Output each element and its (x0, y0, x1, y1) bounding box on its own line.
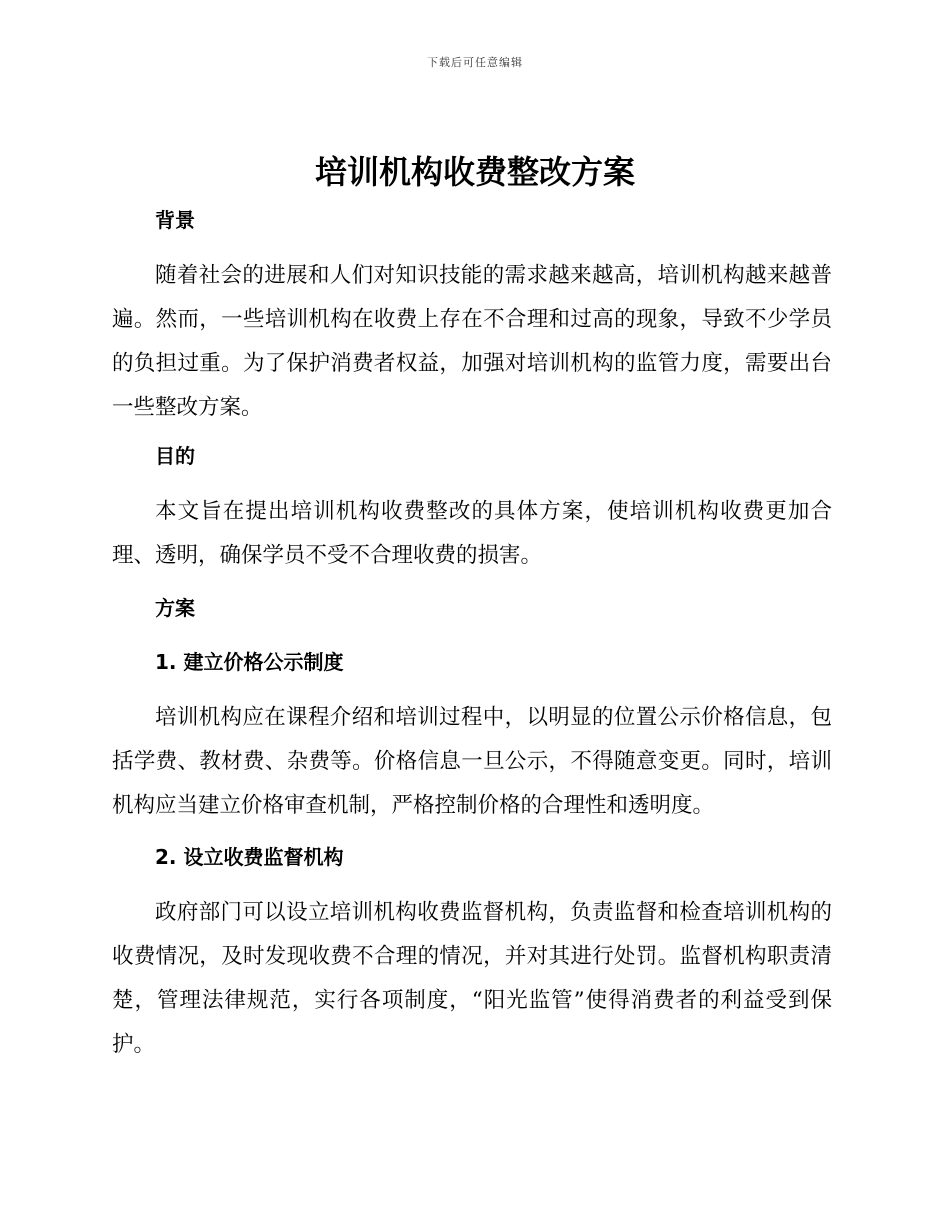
subheading-price-disclosure: 1. 建立价格公示制度 (155, 650, 344, 674)
paragraph-purpose: 本文旨在提出培训机构收费整改的具体方案，使培训机构收费更加合理、透明，确保学员不受不合理收费的损害。 (112, 499, 832, 568)
paragraph-fee-supervision: 政府部门可以设立培训机构收费监督机构，负责监督和检查培训机构的收费情况，及时发现收费不合理的情况，并对其进行处罚。监督机构职责清楚，管理法律规范，实行各项制度，“阳光监管”使得消费者的利益受到保护。 (112, 900, 832, 1057)
section-heading-purpose: 目的 (155, 444, 195, 468)
section-heading-plan: 方案 (155, 596, 195, 620)
paragraph-price-disclosure: 培训机构应在课程介绍和培训过程中，以明显的位置公示价格信息，包括学费、教材费、杂费等。价格信息一旦公示，不得随意变更。同时，培训机构应当建立价格审查机制，严格控制价格的合理性和透明度。 (112, 705, 832, 818)
section-heading-background: 背景 (155, 208, 195, 232)
document-title: 培训机构收费整改方案 (314, 153, 635, 191)
subheading-fee-supervision: 2. 设立收费监督机构 (155, 845, 344, 869)
paragraph-background: 随着社会的进展和人们对知识技能的需求越来越高，培训机构越来越普遍。然而，一些培训机构在收费上存在不合理和过高的现象，导致不少学员的负担过重。为了保护消费者权益，加强对培训机构的监管力度，需要出台一些整改方案。 (112, 263, 832, 420)
header-note: 下载后可任意编辑 (427, 56, 523, 69)
